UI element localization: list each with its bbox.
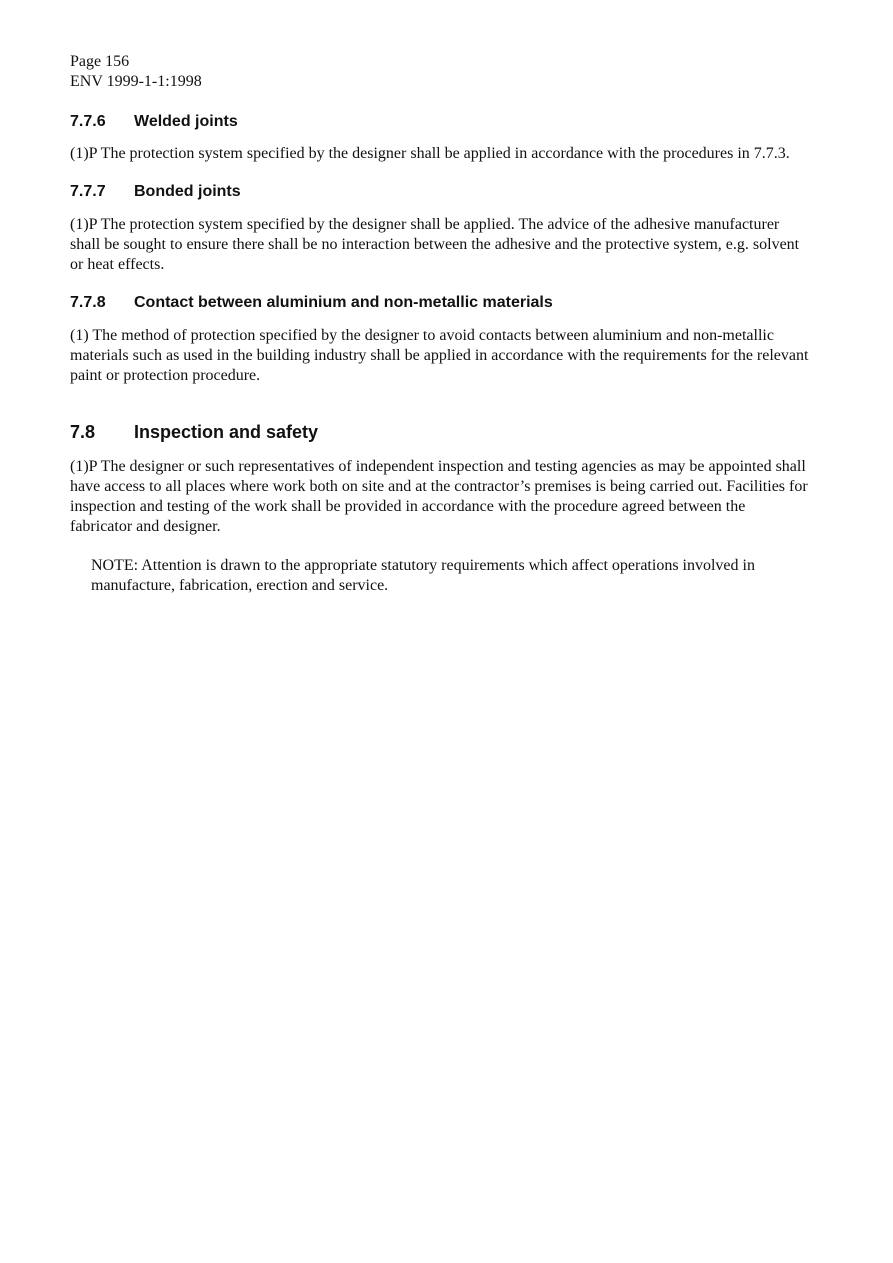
section-7-7-7 bbox=[70, 182, 810, 275]
section-number: 7.8 bbox=[70, 422, 96, 442]
section-7-8 bbox=[70, 421, 810, 596]
document-id: ENV 1999-1-1:1998 bbox=[70, 73, 202, 90]
section-heading bbox=[70, 421, 810, 443]
page-number: Page 156 bbox=[70, 53, 130, 70]
paragraph: (1)P The protection system specified by the designer shall be applied in accordance with the procedures in 7.7.3. bbox=[70, 145, 790, 162]
section-title: Contact between aluminium and non-metallic materials bbox=[134, 294, 553, 311]
section-heading bbox=[70, 112, 810, 132]
document-page bbox=[70, 52, 810, 596]
paragraph: (1)P The protection system specified by the designer shall be applied. The advice of the adhesive manufacturer shall be sought to ensure there shall be no interaction between the adhesive and the protective system, e.g. solvent or heat effects. bbox=[70, 216, 800, 273]
section-heading bbox=[70, 182, 810, 202]
section-title: Bonded joints bbox=[134, 183, 241, 200]
section-heading bbox=[70, 293, 810, 313]
section-7-7-6 bbox=[70, 112, 810, 164]
section-number: 7.7.6 bbox=[70, 113, 106, 130]
note: NOTE: Attention is drawn to the appropriate statutory requirements which affect operations involved in manufacture, fabrication, erection and service. bbox=[91, 557, 755, 594]
section-7-7-8 bbox=[70, 293, 810, 386]
section-number: 7.7.8 bbox=[70, 294, 106, 311]
paragraph: (1)P The designer or such representatives of independent inspection and testing agencies as may be appointed shall have access to all places where work both on site and at the contractor’s premises is being carried out. Facilities for inspection and testing of the work shall be provided in accordance with the procedure agreed between the fabricator and designer. bbox=[70, 458, 808, 535]
section-title: Welded joints bbox=[134, 113, 238, 130]
paragraph: (1) The method of protection specified by the designer to avoid contacts between aluminium and non-metallic materials such as used in the building industry shall be applied in accordance with the requirements for the relevant paint or protection procedure. bbox=[70, 327, 809, 384]
section-title: Inspection and safety bbox=[134, 422, 319, 442]
section-number: 7.7.7 bbox=[70, 183, 106, 200]
